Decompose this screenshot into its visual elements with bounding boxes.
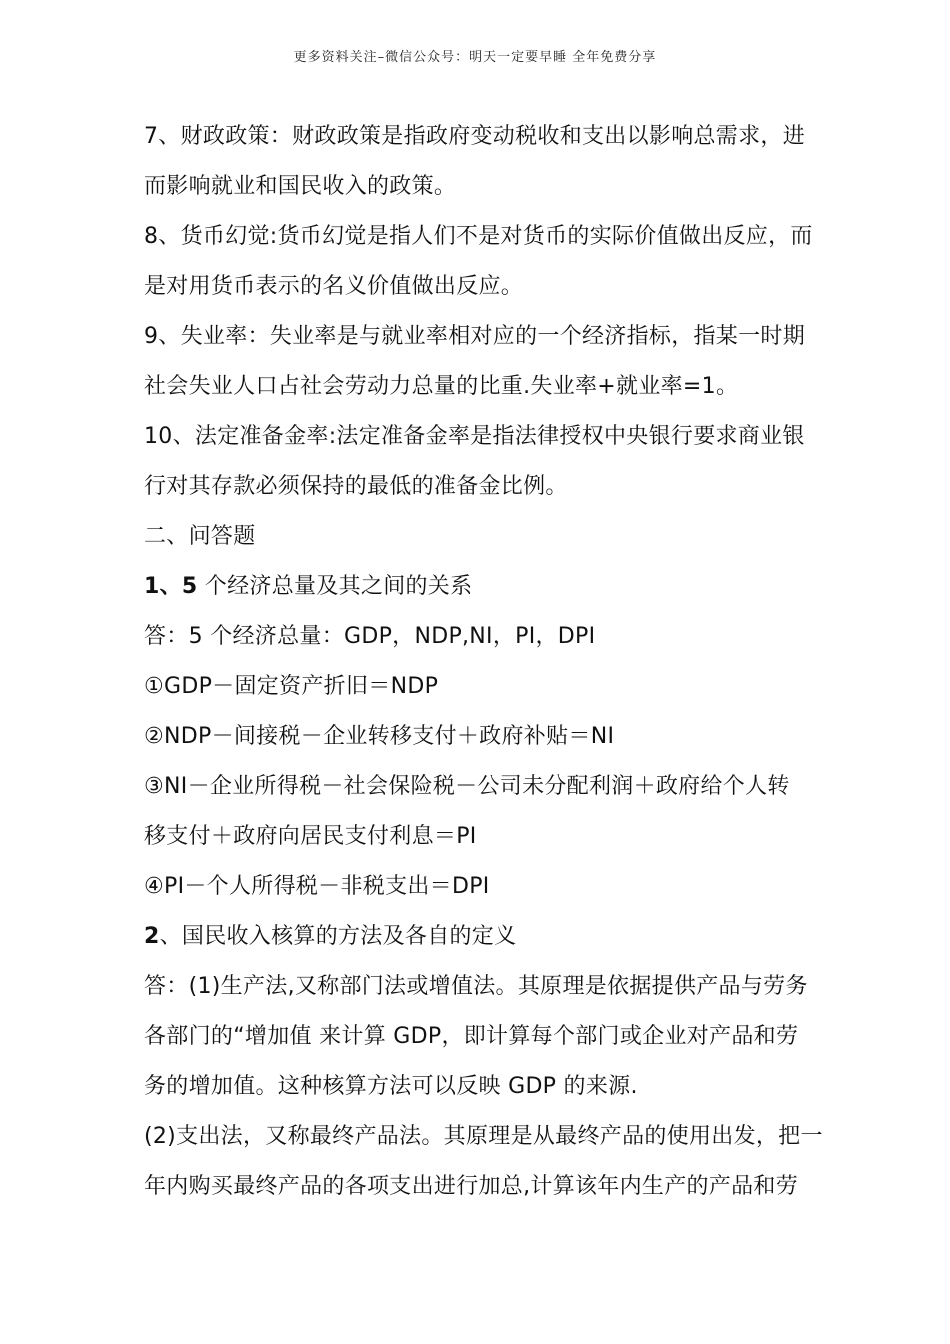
paragraph-line <box>144 1062 824 1112</box>
paragraph-line <box>144 112 824 162</box>
line-text: 答：5 个经济总量：GDP，NDP,NI，PI，DPI <box>144 624 596 649</box>
line-text: 务的增加值。这种核算方法可以反映 GDP 的来源. <box>144 1074 638 1099</box>
question-heading <box>144 912 824 962</box>
line-text: (2)支出法，又称最终产品法。其原理是从最终产品的使用出发，把一 <box>144 1124 823 1149</box>
formula-line <box>144 862 824 912</box>
question-heading <box>144 562 824 612</box>
paragraph-line <box>144 1162 824 1212</box>
paragraph-line <box>144 462 824 512</box>
line-text: 答：(1)生产法,又称部门法或增值法。其原理是依据提供产品与劳务 <box>144 974 808 999</box>
line-text: ②NDP－间接税－企业转移支付＋政府补贴＝NI <box>144 724 615 749</box>
line-text: ①GDP－固定资产折旧＝NDP <box>144 674 439 699</box>
line-text: ④PI－个人所得税－非税支出＝DPI <box>144 874 490 899</box>
paragraph-line <box>144 962 824 1012</box>
formula-line <box>144 762 824 812</box>
formula-line <box>144 662 824 712</box>
paragraph-line <box>144 362 824 412</box>
line-text: 个经济总量及其之间的关系 <box>197 574 473 599</box>
line-text: 而影响就业和国民收入的政策。 <box>144 174 457 199</box>
line-text: 行对其存款必须保持的最低的准备金比例。 <box>144 474 568 499</box>
paragraph-line <box>144 1112 824 1162</box>
line-text: ③NI－企业所得税－社会保险税－公司未分配利润＋政府给个人转 <box>144 774 790 799</box>
line-text: 是对用货币表示的名义价值做出反应。 <box>144 274 524 299</box>
page-header: 更多资料关注–微信公众号：明天一定要早睡 全年免费分享 <box>293 50 657 65</box>
line-prefix: 1、5 <box>144 574 198 599</box>
paragraph-line <box>144 162 824 212</box>
paragraph-line <box>144 412 824 462</box>
section-heading <box>144 512 824 562</box>
line-text: 10、法定准备金率:法定准备金率是指法律授权中央银行要求商业银 <box>144 424 805 449</box>
paragraph-line <box>144 262 824 312</box>
line-text: 7、财政政策：财政政策是指政府变动税收和支出以影响总需求，进 <box>144 124 805 149</box>
formula-line <box>144 712 824 762</box>
paragraph-line <box>144 212 824 262</box>
formula-line <box>144 812 824 862</box>
paragraph-line <box>144 312 824 362</box>
line-text: 、国民收入核算的方法及各自的定义 <box>159 924 517 949</box>
paragraph-line <box>144 1012 824 1062</box>
line-text: 社会失业人口占社会劳动力总量的比重.失业率+就业率=1。 <box>144 374 739 399</box>
line-text: 移支付＋政府向居民支付利息＝PI <box>144 824 477 849</box>
line-prefix: 2 <box>144 924 160 949</box>
paragraph-line <box>144 612 824 662</box>
line-text: 年内购买最终产品的各项支出进行加总,计算该年内生产的产品和劳 <box>144 1174 798 1199</box>
line-text: 二、问答题 <box>144 524 256 549</box>
line-text: 8、货币幻觉:货币幻觉是指人们不是对货币的实际价值做出反应，而 <box>144 224 813 249</box>
document-body <box>144 112 824 1212</box>
line-text: 9、失业率：失业率是与就业率相对应的一个经济指标，指某一时期 <box>144 324 805 349</box>
line-text: 各部门的“增加值 来计算 GDP，即计算每个部门或企业对产品和劳 <box>144 1024 799 1049</box>
